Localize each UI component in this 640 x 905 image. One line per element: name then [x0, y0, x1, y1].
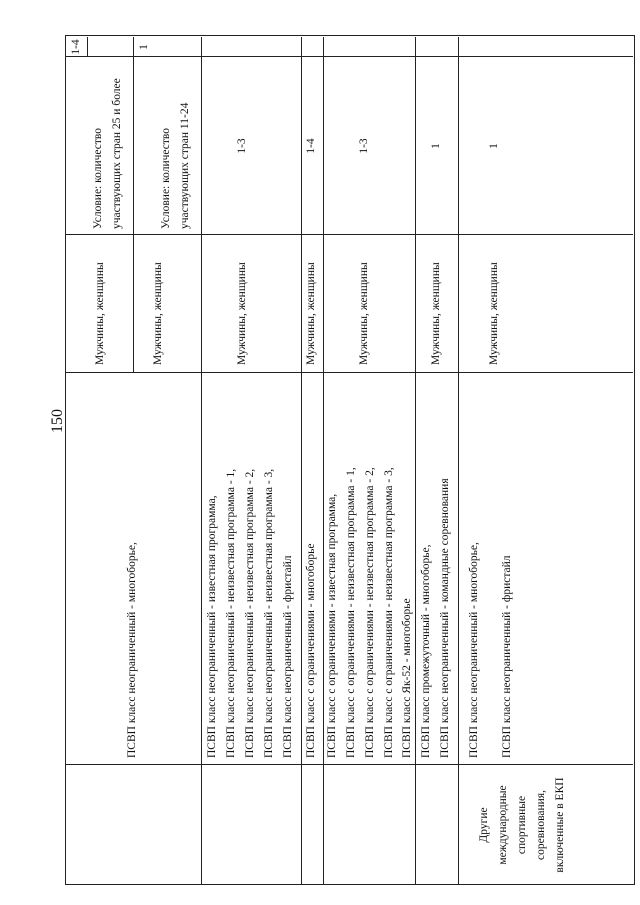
gender-text: Мужчины, женщины	[152, 262, 164, 365]
discipline-text: ПСВП класс неограниченный - фристайл	[501, 555, 513, 758]
row-divider	[133, 37, 134, 373]
gender-text: Мужчины, женщины	[94, 262, 106, 365]
discipline-text: ПСВП класс с ограничениями - известная программа,	[326, 493, 338, 758]
place-text: 1-4	[305, 138, 317, 154]
discipline-text: ПСВП класс неограниченный - командные соревнования	[439, 478, 451, 758]
place-text: 1-3	[358, 138, 370, 154]
gender-text: Мужчины, женщины	[358, 262, 370, 365]
column-divider	[65, 372, 633, 373]
discipline-text: ПСВП класс с ограничениями - неизвестная программа - 3,	[383, 467, 395, 758]
gender-text: Мужчины, женщины	[430, 262, 442, 365]
gender-text: Мужчины, женщины	[488, 262, 500, 365]
row-divider	[458, 37, 459, 885]
discipline-text: ПСВП класс Як-52 - многоборье	[401, 598, 413, 758]
page-number: 150	[49, 409, 66, 433]
column-divider	[65, 764, 633, 765]
sports-table	[65, 35, 635, 885]
discipline-text: ПСВП класс с ограничениями - многоборье	[305, 543, 317, 758]
discipline-text: ПСВП класс неограниченный - неизвестная программа - 2,	[244, 468, 256, 758]
discipline-text: ПСВП класс неограниченный - многоборье,	[468, 542, 480, 758]
row-divider	[87, 37, 88, 57]
discipline-text: ПСВП класс промежуточный - многоборье,	[420, 544, 432, 758]
column-divider	[65, 234, 201, 235]
discipline-text: ПСВП класс неограниченный - неизвестная программа - 1,	[225, 468, 237, 758]
place-text: 1-4	[70, 39, 82, 55]
condition-text: Условие: количество участвующих стран 25 и более	[92, 78, 123, 229]
discipline-text: ПСВП класс неограниченный - многоборье,	[126, 542, 138, 758]
discipline-text: ПСВП класс с ограничениями - неизвестная программа - 1,	[345, 467, 357, 758]
discipline-text: ПСВП класс с ограничениями - неизвестная программа - 2,	[364, 467, 376, 758]
discipline-text: ПСВП класс неограниченный - известная программа,	[206, 495, 218, 758]
place-text: 1-3	[236, 138, 248, 154]
gender-text: Мужчины, женщины	[305, 262, 317, 365]
gender-text: Мужчины, женщины	[236, 262, 248, 365]
place-text: 1	[430, 143, 442, 149]
condition-text: Условие: количество участвующих стран 11-24	[160, 102, 191, 229]
discipline-text: ПСВП класс неограниченный - неизвестная программа - 3,	[263, 468, 275, 758]
row-divider	[201, 37, 202, 885]
place-text: 1	[488, 143, 500, 149]
place-text: 1	[138, 44, 150, 50]
discipline-text: ПСВП класс неограниченный - фристайл	[282, 555, 294, 758]
event-text: Другие международные спортивные соревнования, включенные в ЕКП	[478, 777, 566, 873]
